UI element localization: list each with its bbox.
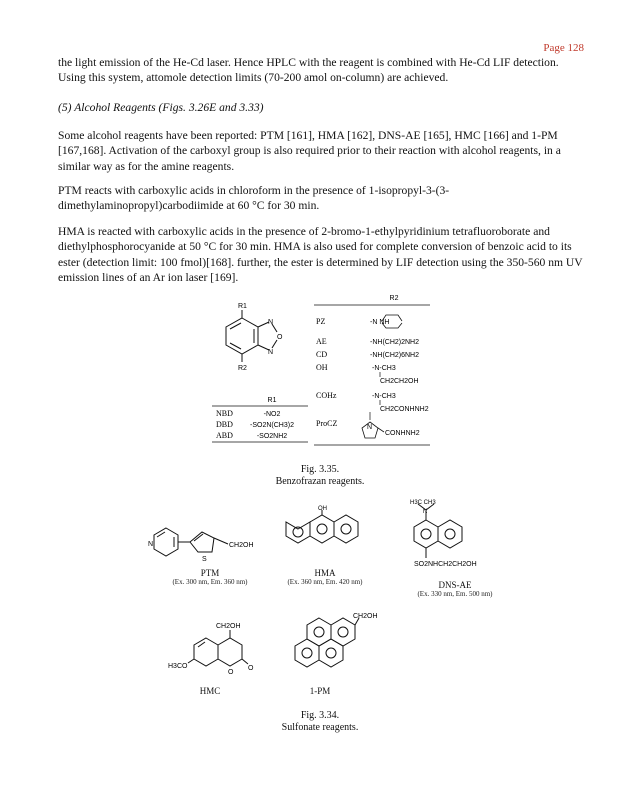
- hma-name: HMA: [314, 568, 336, 578]
- r2-row-value: -NH(CH2)2NH2: [370, 339, 420, 346]
- figure-3-34-title: Sulfonate reagents.: [281, 722, 359, 733]
- r2-row-name: CD: [316, 350, 328, 359]
- dns-ae-structure: [400, 496, 500, 576]
- r2-row-name: PZ: [316, 317, 326, 326]
- oh-substituent-chain: CH2CH2OH: [380, 378, 419, 385]
- dns-substituent: SO2NHCH2CH2OH: [414, 561, 477, 568]
- hma-label: [270, 568, 380, 586]
- ptm-n-atom: N: [148, 541, 154, 548]
- r2-table-header: R2: [389, 295, 399, 302]
- hmc-methoxy-group: H3CO: [168, 663, 188, 670]
- dns-ae-label: [400, 580, 510, 598]
- hmc-ring-oxygen: O: [228, 669, 234, 676]
- ptm-s-atom: S: [202, 556, 207, 563]
- r2-row-name: AE: [316, 337, 327, 346]
- proc-n-label: N: [367, 424, 373, 431]
- hmc-structure: [168, 618, 268, 678]
- n-top-label: N: [268, 319, 274, 326]
- r1-label: R1: [238, 303, 247, 310]
- figure-3-35-title: Benzofrazan reagents.: [275, 476, 365, 487]
- pyrrolidine-ring: [362, 422, 384, 438]
- r2-row-value: -N NH: [370, 319, 390, 326]
- ptm-label: [155, 568, 265, 586]
- r2-substituent-table: [312, 290, 432, 460]
- dns-methyl-groups: H3C CH3: [410, 500, 436, 506]
- dns-ae-wavelengths: (Ex. 330 nm, Em. 500 nm): [417, 590, 493, 598]
- r2-label: R2: [238, 365, 247, 372]
- r1-row-value: -SO2N(CH3)2: [250, 422, 294, 429]
- paragraph-alcohol-reagents: Some alcohol reagents have been reported: PTM [161], HMA [162], DNS-AE [165], HMC [166] and 1-PM [167,168]. Activation of the carboxyl group is also required prior to their reaction with alcohol reagents, in a similar way as for the amine reagents.: [58, 129, 561, 173]
- r2-row-name: ProCZ: [316, 419, 338, 428]
- r1-row-name: DBD: [216, 420, 233, 429]
- r1-substituent-table: [210, 392, 310, 448]
- r1-row-value: -NO2: [263, 411, 281, 418]
- ptm-wavelengths: (Ex. 300 nm, Em. 360 nm): [172, 578, 248, 586]
- hmc-carbonyl-oxygen: O: [248, 665, 254, 672]
- paragraph-he-cd: the light emission of the He-Cd laser. Hence HPLC with the reagent is combined with He-Cd LIF detection. Using this system, attomole detection limits (70-200 amol on-column) are achieved.: [58, 56, 559, 85]
- cohz-substituent-chain: CH2CONHNH2: [380, 406, 429, 413]
- hma-oh-group: OH: [318, 506, 327, 512]
- ptm-structure: [148, 516, 268, 566]
- 1-pm-structure: [285, 610, 378, 680]
- paragraph-hma: HMA is reacted with carboxylic acids in the presence of 2-bromo-1-ethylpyridinium tetrafluoroborate and diethylphosphorocyanide at 50 °C for 30 min. HMA is also used for complete conversion of benzoic acid to its ester (detection limit: 100 fmol)[168]. further, the ester is determined by LIF detection using the 350-560 nm UV emission lines of an Ar ion laser [169].: [58, 225, 583, 284]
- r2-row-name: COHz: [316, 391, 337, 400]
- r1-row-name: ABD: [216, 431, 233, 440]
- hmc-top-group: CH2OH: [216, 623, 241, 630]
- n-bottom-label: N: [268, 349, 274, 356]
- 1-pm-label: 1-PM: [309, 686, 331, 696]
- r2-row-name: OH: [316, 363, 328, 372]
- r2-row-value: CONHNH2: [385, 430, 420, 437]
- hmc-label: HMC: [199, 686, 221, 696]
- hma-structure: [282, 505, 372, 565]
- o-label: O: [277, 334, 283, 341]
- ptm-name: PTM: [200, 568, 220, 578]
- ptm-substituent: CH2OH: [229, 542, 254, 549]
- figure-3-35-caption: [220, 464, 420, 488]
- benzofurazan-core-structure: [224, 300, 294, 380]
- hma-wavelengths: (Ex. 360 nm, Em. 420 nm): [287, 578, 363, 586]
- section-heading-alcohol-reagents: (5) Alcohol Reagents (Figs. 3.26E and 3.33): [58, 101, 264, 114]
- figure-3-34-caption: [220, 710, 420, 734]
- r1-row-value: -SO2NH2: [256, 433, 288, 440]
- r1-row-name: NBD: [216, 409, 233, 418]
- page-number: Page 128: [543, 42, 584, 54]
- paragraph-ptm: PTM reacts with carboxylic acids in chloroform in the presence of 1-isopropyl-3-(3-dimethylaminopropyl)carbodiimide at 60 °C for 30 min.: [58, 184, 450, 213]
- figure-3-34-number: Fig. 3.34.: [300, 710, 340, 721]
- dns-ae-name: DNS-AE: [438, 580, 472, 590]
- pm-substituent: CH2OH: [353, 613, 378, 620]
- r1-table-header: R1: [267, 397, 277, 404]
- dns-n-atom: N: [423, 509, 428, 515]
- r2-row-value: -NH(CH2)6NH2: [370, 352, 420, 359]
- r2-row-value: -N-CH3: [372, 393, 396, 400]
- r2-row-value: -N-CH3: [372, 365, 396, 372]
- figure-3-35-number: Fig. 3.35.: [300, 464, 340, 475]
